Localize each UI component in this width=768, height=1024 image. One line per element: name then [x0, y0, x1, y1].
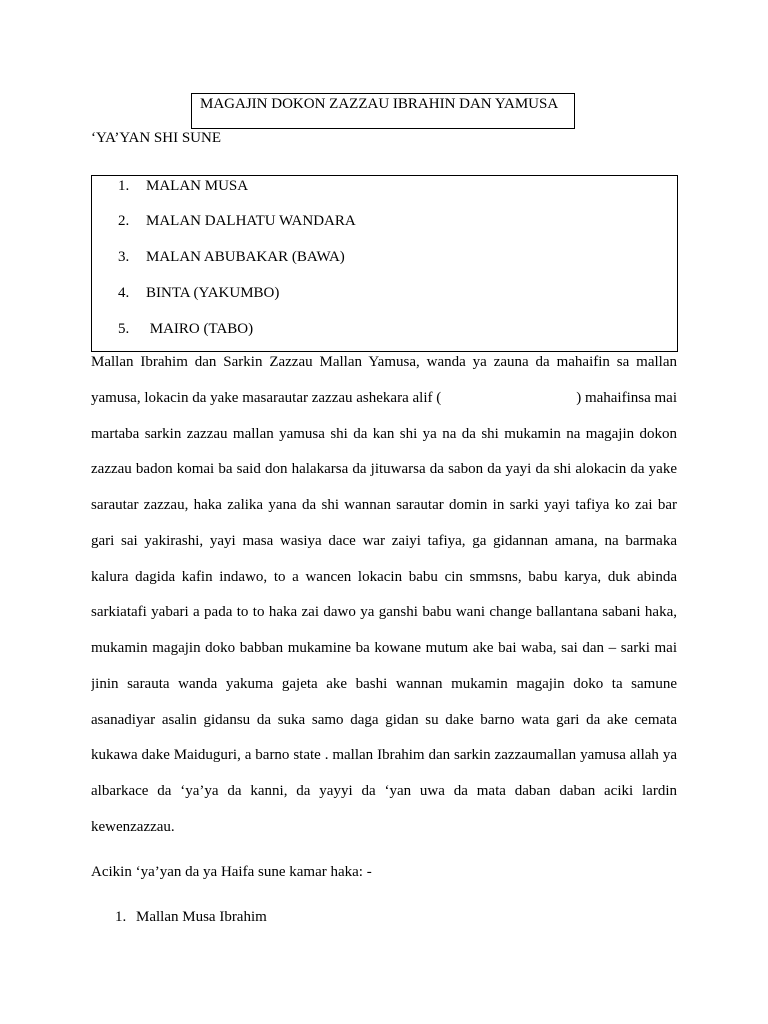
child-item: [118, 248, 345, 266]
paragraph-line: mukamin magajin doko babban mukamine ba kowane mutum ake bai waba, sai dan – sarki mai: [91, 640, 677, 656]
paragraph-line: albarkace da ‘ya’ya da kanni, da yayyi da ‘yan uwa da mata daban daban aciki lardin: [91, 783, 677, 799]
paragraph-line: sarautar zazzau, haka zalika yana da shi wannan sarautar domin in sarki yayi tafiya ko zai bar: [91, 497, 677, 513]
paragraph-line: sarkiatafi yabari a pada to to haka zai dawo ya ganshi babu wani change ballantana sabani haka,: [91, 604, 677, 621]
paragraph-line: asanadiyar asalin gidansu da suka samo daga gidan su dake barno wata gari da ake cemata: [91, 711, 677, 728]
biography-paragraph: [91, 351, 677, 852]
list-number: 1.: [115, 909, 127, 925]
child-number: 2.: [118, 213, 130, 229]
document-title-box: [191, 93, 575, 129]
child-name: MALAN ABUBAKAR (BAWA): [146, 249, 345, 265]
child-item: [118, 177, 248, 195]
paragraph-line: zazzau badon komai ba said don halakarsa da jituwarsa da sabon da yayi da shi alokacin da yake: [91, 461, 677, 478]
child-item: [118, 284, 279, 302]
document-title: MAGAJIN DOKON ZAZZAU IBRAHIN DAN YAMUSA: [200, 96, 559, 112]
children-subheading: ‘YA’YAN SHI SUNE: [91, 130, 222, 146]
list-item: [115, 907, 267, 927]
paragraph-line: gari sai yakirashi, yayi masa wasiya dace war zaiyi tafiya, ga gidannan amana, na barmaka: [91, 532, 677, 549]
children-list-box: [91, 175, 678, 352]
paragraph-line: kewenzazzau.: [91, 818, 175, 835]
paragraph-line-start: yamusa, lokacin da yake masarautar zazzau ashekara alif (: [91, 389, 442, 406]
child-number: 5.: [118, 321, 130, 337]
child-number: 3.: [118, 249, 130, 265]
child-name: BINTA (YAKUMBO): [146, 285, 280, 301]
paragraph-line: jinin sarauta wanda yakuma gajeta ake bashi wannan mukamin magajin doko ta samune: [91, 675, 677, 692]
paragraph-line: [91, 387, 677, 423]
child-name: MALAN MUSA: [146, 178, 249, 194]
paragraph-line-end: ) mahaifinsa mai: [576, 389, 677, 406]
child-name: MALAN DALHATU WANDARA: [146, 213, 356, 229]
child-number: 1.: [118, 178, 130, 194]
child-item: [118, 212, 356, 230]
paragraph-line: martaba sarkin zazzau mallan yamusa shi da kan shi ya na da shi mukamin na magajin dokon: [91, 425, 677, 442]
list-text: Mallan Musa Ibrahim: [136, 909, 267, 925]
paragraph-line: kukawa dake Maiduguri, a barno state . mallan Ibrahim dan sarkin zazzaumallan yamusa allah ya: [91, 747, 677, 764]
child-number: 4.: [118, 285, 130, 301]
children-intro: Acikin ‘ya’yan da ya Haifa sune kamar haka: -: [91, 864, 372, 880]
paragraph-line: Mallan Ibrahim dan Sarkin Zazzau Mallan Yamusa, wanda ya zauna da mahaifin sa mallan: [91, 354, 677, 370]
child-item: [118, 320, 253, 338]
child-name: MAIRO (TABO): [146, 321, 254, 337]
paragraph-line: kalura dagida kafin indawo, to a wancen lokacin babu cin smmsns, babu karya, duk abinda: [91, 568, 677, 585]
